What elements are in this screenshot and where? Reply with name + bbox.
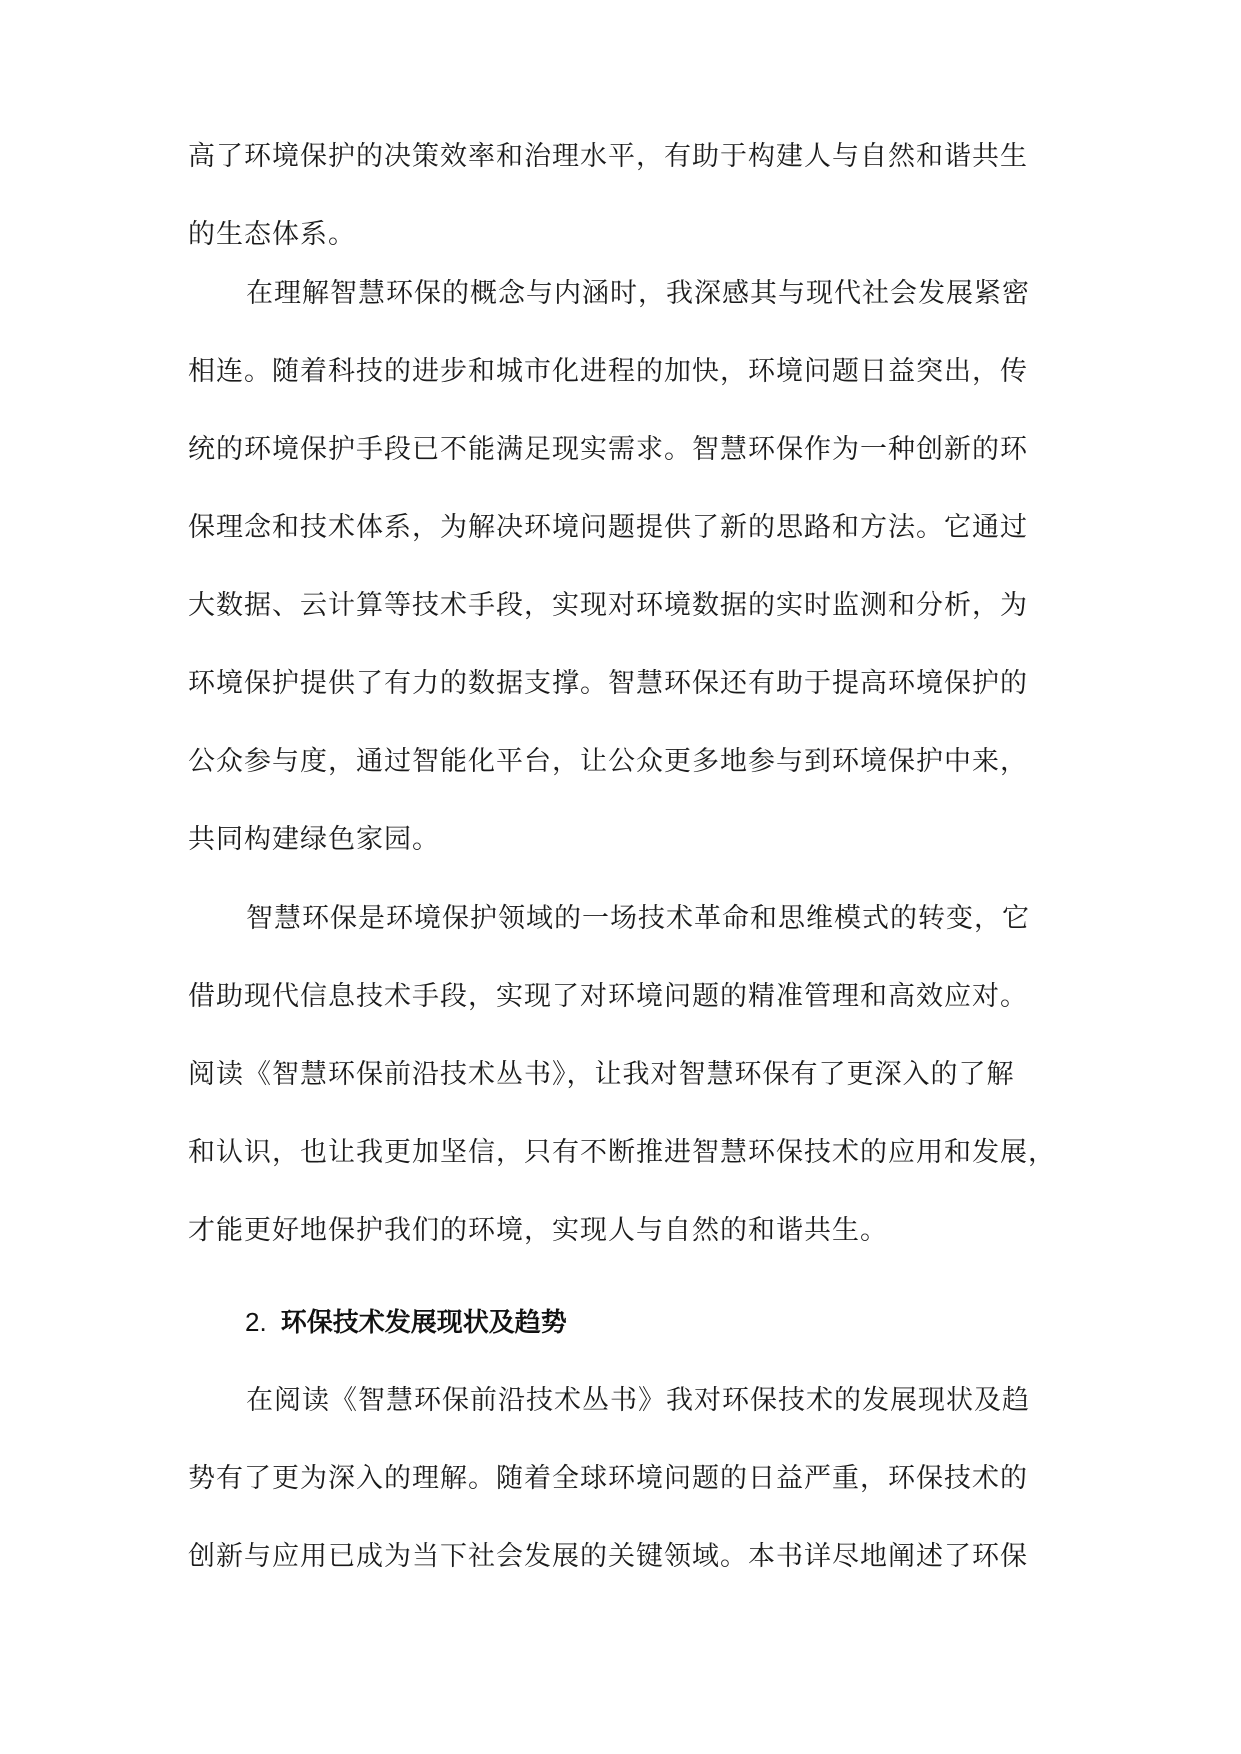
text-line: 借助现代信息技术手段，实现了对环境问题的精准管理和高效应对。 [188, 981, 1028, 1012]
text-line: 才能更好地保护我们的环境，实现人与自然的和谐共生。 [188, 1215, 888, 1246]
section-title: 环保技术发展现状及趋势 [280, 1308, 567, 1338]
text-line: 高了环境保护的决策效率和治理水平，有助于构建人与自然和谐共生 [188, 141, 1028, 172]
text-line: 相连。随着科技的进步和城市化进程的加快，环境问题日益突出，传 [188, 356, 1028, 387]
section-heading [245, 1302, 567, 1343]
text-line: 和认识，也让我更加坚信，只有不断推进智慧环保技术的应用和发展， [188, 1137, 1056, 1168]
text-line: 共同构建绿色家园。 [188, 824, 440, 855]
text-line: 大数据、云计算等技术手段，实现对环境数据的实时监测和分析，为 [188, 590, 1028, 621]
text-line: 公众参与度，通过智能化平台，让公众更多地参与到环境保护中来， [188, 746, 1028, 777]
text-line: 统的环境保护手段已不能满足现实需求。智慧环保作为一种创新的环 [188, 434, 1028, 465]
text-line: 智慧环保是环境保护领域的一场技术革命和思维模式的转变，它 [246, 903, 1030, 934]
paragraph-continued [188, 118, 1053, 274]
paragraph-summary [188, 880, 1056, 1270]
text-line: 阅读《智慧环保前沿技术丛书》，让我对智慧环保有了更深入的了解 [188, 1059, 1015, 1090]
paragraph-tech-status [188, 1362, 1053, 1596]
text-line: 势有了更为深入的理解。随着全球环境问题的日益严重，环保技术的 [188, 1463, 1028, 1494]
section-number: 2. [245, 1307, 267, 1337]
text-line: 保理念和技术体系，为解决环境问题提供了新的思路和方法。它通过 [188, 512, 1028, 543]
paragraph-concept [188, 255, 1053, 879]
text-line: 的生态体系。 [188, 219, 356, 250]
text-line: 在理解智慧环保的概念与内涵时，我深感其与现代社会发展紧密 [246, 278, 1030, 309]
text-line: 在阅读《智慧环保前沿技术丛书》我对环保技术的发展现状及趋 [246, 1385, 1030, 1416]
text-line: 环境保护提供了有力的数据支撑。智慧环保还有助于提高环境保护的 [188, 668, 1028, 699]
text-line: 创新与应用已成为当下社会发展的关键领域。本书详尽地阐述了环保 [188, 1541, 1028, 1572]
